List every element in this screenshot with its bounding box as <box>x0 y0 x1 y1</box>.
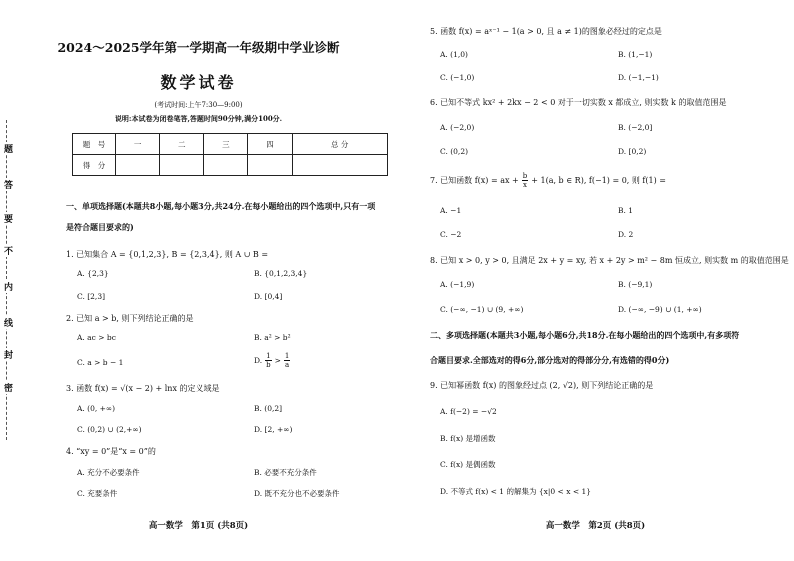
binding-char: 线 <box>4 316 13 329</box>
page-footer: 高一数学 第1页 (共8页) <box>148 521 249 531</box>
exam-title: 2024～2025学年第一学期高一年级期中学业诊断 <box>57 40 340 55</box>
question-5-stem: 5. 函数 f(x) = aˣ⁻¹ − 1(a > 0, 且 a ≠ 1)的图象必经过的定点是 <box>430 27 662 36</box>
score-cell[interactable] <box>204 155 248 176</box>
question-7-option-a[interactable]: A. −1 <box>440 206 462 215</box>
question-6-option-b[interactable]: B. (−2,0] <box>618 123 653 132</box>
score-row-label: 得 分 <box>73 155 116 176</box>
question-7-option-d[interactable]: D. 2 <box>618 230 634 239</box>
question-5-option-b[interactable]: B. (1,−1) <box>618 50 653 59</box>
subject-title: 数学试卷 <box>160 73 237 92</box>
question-7-fraction <box>522 172 528 189</box>
fraction-rhs <box>284 352 290 369</box>
binding-char: 题 <box>4 142 13 155</box>
question-2-option-b[interactable]: B. a² > b² <box>254 333 291 342</box>
binding-char: 封 <box>4 348 13 361</box>
question-2-option-c[interactable]: C. a > b − 1 <box>77 358 124 367</box>
question-3-option-c[interactable]: C. (0,2) ∪ (2,+∞) <box>77 425 142 434</box>
score-cell[interactable] <box>116 155 160 176</box>
fraction-rhs-den: a <box>285 361 290 369</box>
question-6-option-d[interactable]: D. [0,2) <box>618 147 647 156</box>
fraction-lhs-num: 1 <box>266 352 271 360</box>
question-7-stem <box>430 172 666 189</box>
question-8-option-b[interactable]: B. (−9,1) <box>618 280 653 289</box>
question-4-option-b[interactable]: B. 必要不充分条件 <box>254 468 317 477</box>
page-footer: 高一数学 第2页 (共8页) <box>545 521 646 531</box>
binding-char: 答 <box>4 178 13 191</box>
question-3-stem: 3. 函数 f(x) = √(x − 2) + lnx 的定义域是 <box>66 384 220 393</box>
question-6-option-a[interactable]: A. (−2,0) <box>440 123 475 132</box>
question-5-option-d[interactable]: D. (−1,−1) <box>618 73 659 82</box>
score-col-3: 三 <box>204 134 248 155</box>
fraction-rhs-num: 1 <box>284 352 290 360</box>
fraction-lhs-den: b <box>266 361 271 369</box>
score-col-2: 二 <box>160 134 204 155</box>
question-5-option-a[interactable]: A. (1,0) <box>440 50 468 59</box>
question-1-option-d[interactable]: D. [0,4] <box>254 292 283 301</box>
section2-heading-cont: 合题目要求.全部选对的得6分,部分选对的得部分分,有选错的得0分) <box>430 355 670 365</box>
question-7-fraction-num: b <box>522 172 528 180</box>
exam-time: (考试时间:上午7:30—9:00) <box>154 101 243 109</box>
score-col-total: 总 分 <box>292 134 388 155</box>
option-d-prefix: D. <box>254 356 263 365</box>
question-6-stem: 6. 已知不等式 kx² + 2kx − 2 < 0 对于一切实数 x 都成立, 则实数 k 的取值范围是 <box>430 98 727 107</box>
question-7-option-b[interactable]: B. 1 <box>618 206 634 215</box>
question-2-option-a[interactable]: A. ac > bc <box>77 333 116 342</box>
exam-notice: 说明:本试卷为闭卷笔答,答题时间90分钟,满分100分. <box>114 114 283 123</box>
question-7-stem-pre: 7. 已知函数 f(x) = ax + <box>430 176 519 185</box>
question-2-stem: 2. 已知 a > b, 则下列结论正确的是 <box>66 314 194 323</box>
score-col-1: 一 <box>116 134 160 155</box>
question-3-option-b[interactable]: B. (0,2] <box>254 404 283 413</box>
question-4-option-d[interactable]: D. 既不充分也不必要条件 <box>254 489 340 498</box>
section1-heading: 一、单项选择题(本题共8小题,每小题3分,共24分.在每小题给出的四个选项中,只有一项 <box>66 201 376 211</box>
question-9-option-c[interactable]: C. f(x) 是偶函数 <box>440 460 496 469</box>
question-8-option-a[interactable]: A. (−1,9) <box>440 280 475 289</box>
score-cell[interactable] <box>292 155 388 176</box>
score-cell[interactable] <box>248 155 292 176</box>
section2-heading: 二、多项选择题(本题共3小题,每小题6分,共18分.在每小题给出的四个选项中,有多项符 <box>430 330 740 340</box>
question-9-option-b[interactable]: B. f(x) 是增函数 <box>440 434 496 443</box>
question-3-option-a[interactable]: A. (0, +∞) <box>77 404 116 413</box>
fraction-lhs <box>265 352 271 369</box>
question-8-option-d[interactable]: D. (−∞, −9) ∪ (1, +∞) <box>618 305 702 314</box>
fraction-op: > <box>274 356 281 365</box>
score-header-label: 题 号 <box>73 134 116 155</box>
question-9-option-d[interactable]: D. 不等式 f(x) < 1 的解集为 {x|0 < x < 1} <box>440 487 592 496</box>
question-1-option-a[interactable]: A. {2,3} <box>77 269 109 278</box>
question-4-option-a[interactable]: A. 充分不必要条件 <box>77 468 140 477</box>
question-4-option-c[interactable]: C. 充要条件 <box>77 489 118 498</box>
question-7-fraction-den: x <box>523 181 527 189</box>
right-page <box>397 0 794 561</box>
question-8-option-c[interactable]: C. (−∞, −1) ∪ (9, +∞) <box>440 305 524 314</box>
question-3-option-d[interactable]: D. [2, +∞) <box>254 425 293 434</box>
question-8-stem: 8. 已知 x > 0, y > 0, 且满足 2x + y = xy, 若 x + 2y > m² − 8m 恒成立, 则实数 m 的取值范围是 <box>430 256 789 265</box>
score-col-4: 四 <box>248 134 292 155</box>
score-cell[interactable] <box>160 155 204 176</box>
section1-heading-cont: 是符合题目要求的) <box>66 222 134 232</box>
question-9-option-a[interactable]: A. f(−2) = −√2 <box>440 407 497 416</box>
question-7-option-c[interactable]: C. −2 <box>440 230 462 239</box>
binding-char: 内 <box>4 280 13 293</box>
question-4-stem: 4. “xy = 0”是“x = 0”的 <box>66 447 156 456</box>
question-1-option-b[interactable]: B. {0,1,2,3,4} <box>254 269 308 278</box>
question-5-option-c[interactable]: C. (−1,0) <box>440 73 475 82</box>
question-7-stem-post: + 1(a, b ∈ R), f(−1) = 0, 则 f(1) = <box>531 176 666 185</box>
binding-char: 要 <box>4 212 13 225</box>
question-6-option-c[interactable]: C. (0,2) <box>440 147 469 156</box>
score-table <box>72 133 388 176</box>
question-1-stem: 1. 已知集合 A = {0,1,2,3}, B = {2,3,4}, 则 A ∪ B = <box>66 250 269 259</box>
question-9-stem: 9. 已知幂函数 f(x) 的图象经过点 (2, √2), 则下列结论正确的是 <box>430 381 654 390</box>
question-2-option-d[interactable] <box>254 352 290 369</box>
binding-char: 不 <box>4 244 13 257</box>
question-1-option-c[interactable]: C. [2,3] <box>77 292 106 301</box>
binding-char: 密 <box>4 381 13 394</box>
